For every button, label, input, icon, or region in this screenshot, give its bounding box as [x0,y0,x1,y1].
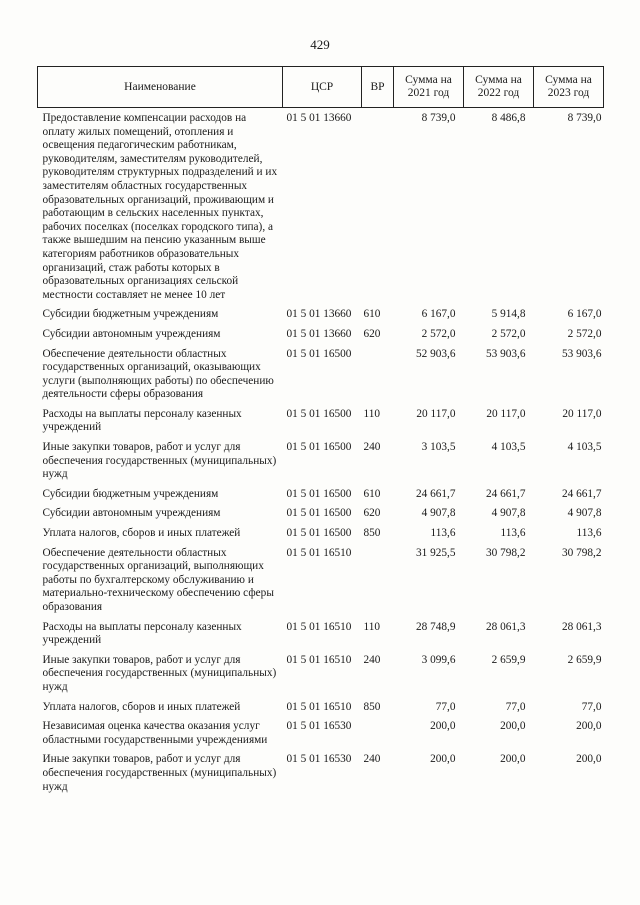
table-row [38,441,604,488]
row-vr: 850 [363,700,381,713]
row-sum-2021: 24 661,7 [415,487,456,500]
row-vr: 110 [363,407,381,420]
table-header [38,67,604,108]
row-sum-2022: 113,6 [500,527,526,540]
row-name: Субсидии бюджетным учреждениям [42,308,219,321]
row-sum-2023: 113,6 [576,527,602,540]
row-name: Иные закупки товаров, работ и услуг для обеспечения государственных (муниципальных) нужд [42,653,277,693]
row-name: Иные закупки товаров, работ и услуг для обеспечения государственных (муниципальных) нужд [42,441,277,481]
row-sum-2023: 200,0 [576,720,602,733]
row-sum-2023: 30 798,2 [561,546,602,559]
table-row [38,527,604,547]
row-name: Субсидии бюджетным учреждениям [42,487,219,500]
row-name: Независимая оценка качества оказания услуг областными государственными учреждениями [42,720,268,746]
row-sum-2023: 53 903,6 [561,347,602,360]
header-sum-2022: Сумма на 2022 год [464,67,534,108]
row-sum-2021: 113,6 [430,527,456,540]
row-sum-2021: 200,0 [430,720,456,733]
row-sum-2021: 28 748,9 [415,620,456,633]
row-sum-2021: 200,0 [430,753,456,766]
row-csr: 01 5 01 13660 [286,112,352,124]
row-csr: 01 5 01 16510 [286,700,352,713]
row-sum-2022: 4 103,5 [491,441,526,454]
table-row [38,701,604,721]
row-name: Субсидии автономным учреждениям [42,507,221,520]
table-row [38,621,604,654]
row-vr: 240 [363,653,381,666]
row-name: Уплата налогов, сборов и иных платежей [42,527,241,540]
row-csr: 01 5 01 16530 [286,720,352,733]
row-sum-2021: 6 167,0 [421,308,456,321]
row-vr: 110 [363,620,381,633]
row-csr: 01 5 01 16500 [286,441,352,454]
row-vr: 850 [363,527,381,540]
table-row [38,488,604,508]
table-row [38,547,604,621]
row-csr: 01 5 01 16500 [286,347,352,360]
row-sum-2021: 31 925,5 [415,546,456,559]
row-csr: 01 5 01 16500 [286,507,352,520]
row-sum-2023: 4 907,8 [567,507,602,520]
row-sum-2023: 28 061,3 [561,620,602,633]
row-name: Обеспечение деятельности областных государственных организаций, выполняющих работы по бухгалтерскому обслуживанию и материально-техническому обеспечению сферы образования [42,546,274,613]
row-sum-2022: 77,0 [505,700,526,713]
row-sum-2022: 53 903,6 [485,347,526,360]
row-vr: 240 [363,753,381,766]
row-sum-2023: 77,0 [581,700,602,713]
header-sum-2023: Сумма на 2023 год [534,67,604,108]
table-row [38,507,604,527]
table-row [38,328,604,348]
row-vr [362,720,394,753]
row-csr: 01 5 01 16510 [286,546,352,559]
table-row [38,408,604,441]
row-sum-2021: 52 903,6 [415,347,456,360]
row-sum-2023: 6 167,0 [567,308,602,321]
row-sum-2022: 200,0 [500,720,526,733]
row-vr: 620 [363,507,381,520]
row-csr: 01 5 01 16530 [286,753,352,766]
row-sum-2023: 20 117,0 [562,407,602,420]
row-sum-2021: 77,0 [435,700,456,713]
row-sum-2021: 3 103,5 [421,441,456,454]
row-vr: 620 [363,327,381,340]
row-sum-2022: 2 659,9 [491,653,526,666]
row-name: Расходы на выплаты персоналу казенных учреждений [42,620,242,647]
row-vr [362,547,394,621]
row-vr [362,108,394,309]
row-name: Иные закупки товаров, работ и услуг для обеспечения государственных (муниципальных) нужд [42,753,277,793]
row-sum-2023: 2 572,0 [567,327,602,340]
row-csr: 01 5 01 13660 [286,308,352,321]
row-name: Уплата налогов, сборов и иных платежей [42,700,241,713]
row-sum-2022: 20 117,0 [486,407,526,420]
row-sum-2022: 28 061,3 [485,620,526,633]
row-sum-2023: 200,0 [576,753,602,766]
header-vr: ВР [362,67,394,108]
table-row [38,308,604,328]
header-row [38,67,604,108]
row-name: Предоставление компенсации расходов на оплату жилых помещений, отопления и освещения педагогическим работникам, руководителям, заместителям руководителей, руководителям структурных подразделений и их заместителям областных государственных образовательных организаций, проживающим и работающим в сельских населенных пунктах, рабочих поселках (поселках городского типа), а также вышедшим на пенсию указанным выше категориям работников образовательных организаций, стаж работы которых в образовательных организациях сельской местности составляет не менее 10 лет [42,112,278,301]
row-sum-2021: 2 572,0 [421,327,456,340]
row-name: Субсидии автономным учреждениям [42,327,221,340]
row-sum-2022: 4 907,8 [491,507,526,520]
table-body [38,108,604,801]
row-sum-2022: 24 661,7 [485,487,526,500]
row-sum-2022: 8 486,8 [491,112,526,124]
row-sum-2022: 5 914,8 [491,308,526,321]
row-sum-2022: 30 798,2 [485,546,526,559]
row-sum-2023: 2 659,9 [567,653,602,666]
row-name: Обеспечение деятельности областных государственных организаций, оказывающих услуги (выполняющих работы) по обеспечению деятельности сферы образования [42,347,274,401]
row-csr: 01 5 01 16500 [286,487,352,500]
table-row [38,720,604,753]
row-sum-2021: 8 739,0 [421,112,456,124]
row-vr: 610 [363,487,381,500]
row-sum-2021: 20 117,0 [416,407,456,420]
row-csr: 01 5 01 16500 [286,527,352,540]
row-csr: 01 5 01 13660 [286,327,352,340]
row-sum-2021: 3 099,6 [421,653,456,666]
row-vr: 240 [363,441,381,454]
row-csr: 01 5 01 16510 [286,620,352,633]
row-sum-2022: 200,0 [500,753,526,766]
page-number: 429 [310,37,330,52]
header-sum-2021: Сумма на 2021 год [394,67,464,108]
row-vr [362,348,394,408]
table-row [38,108,604,309]
row-vr: 610 [363,308,381,321]
row-sum-2023: 4 103,5 [567,441,602,454]
table-row [38,654,604,701]
row-sum-2021: 4 907,8 [421,507,456,520]
header-name: Наименование [38,67,283,108]
budget-table [37,66,604,800]
row-sum-2022: 2 572,0 [491,327,526,340]
row-sum-2023: 8 739,0 [567,112,602,124]
row-sum-2023: 24 661,7 [561,487,602,500]
header-csr: ЦСР [283,67,362,108]
row-csr: 01 5 01 16500 [286,407,352,420]
table-row [38,348,604,408]
row-csr: 01 5 01 16510 [286,653,352,666]
row-name: Расходы на выплаты персоналу казенных учреждений [42,407,242,434]
table-row [38,753,604,800]
